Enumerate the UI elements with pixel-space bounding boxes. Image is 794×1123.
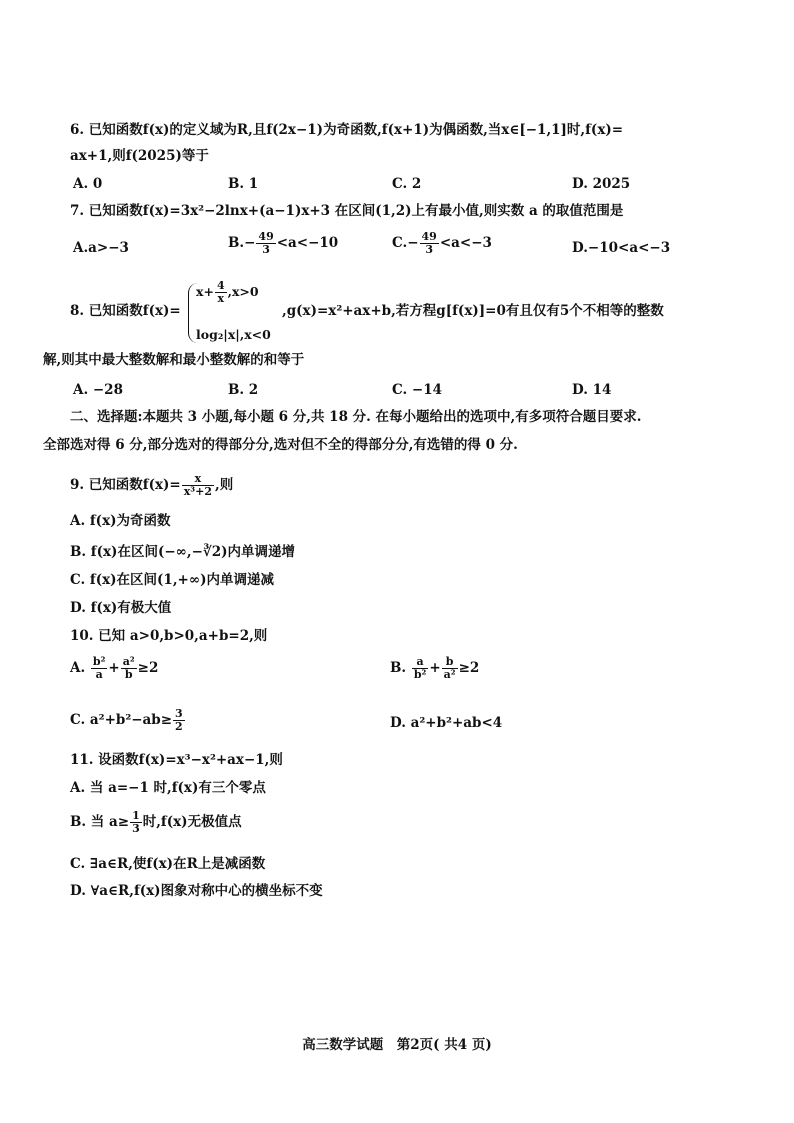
q10-stem: 10. 已知 a>0,b>0,a+b=2,则 bbox=[70, 628, 268, 644]
q11-option-b-prefix: B. 当 a≥ bbox=[70, 814, 130, 830]
q7-line1: 7. 已知函数f(x)=3x²−2lnx+(a−1)x+3 在区间(1,2)上有最小值,则实数 a 的取值范围是 bbox=[70, 203, 624, 219]
q7-option-c-fraction bbox=[420, 231, 439, 256]
q11-option-d: D. ∀a∈R,f(x)图象对称中心的横坐标不变 bbox=[70, 883, 323, 899]
q10-option-a-denominator-2: b bbox=[124, 668, 133, 681]
q6-option-c: C. 2 bbox=[392, 176, 422, 192]
q10-option-b-denominator-1: b² bbox=[413, 668, 427, 681]
q8-piece-1-suffix: ,x>0 bbox=[227, 284, 259, 299]
q11-option-b-numerator: 1 bbox=[132, 809, 140, 822]
q7-option-c-denominator: 3 bbox=[425, 243, 434, 256]
q9-option-a: A. f(x)为奇函数 bbox=[70, 513, 171, 529]
q10-option-c bbox=[70, 708, 186, 733]
q10-option-b-numerator-1: a bbox=[412, 656, 429, 669]
q7-option-c-numerator: 49 bbox=[421, 230, 437, 243]
q9-tail: ,则 bbox=[215, 477, 234, 493]
q8-piece-1-fraction bbox=[215, 280, 227, 305]
q10-option-b-fraction-2 bbox=[442, 656, 458, 681]
q7-option-a: A.a>−3 bbox=[73, 240, 129, 256]
q8-option-d: D. 14 bbox=[572, 382, 612, 398]
q10-option-b-numerator-2: b bbox=[442, 656, 458, 669]
q8-piece-1-denominator: x bbox=[217, 292, 225, 305]
q8-option-a: A. −28 bbox=[73, 382, 123, 398]
q7-option-b-prefix: B.− bbox=[228, 235, 256, 251]
q8-piece-2: log₂|x|,x<0 bbox=[196, 327, 271, 342]
q10-option-a bbox=[70, 656, 158, 681]
q7-option-b-suffix: <a<−10 bbox=[276, 235, 339, 251]
q8-line2: 解,则其中最大整数解和最小整数解的和等于 bbox=[43, 352, 305, 368]
q10-option-a-numerator-2: a² bbox=[122, 655, 135, 668]
q8-tail: ,g(x)=x²+ax+b,若方程g[f(x)]=0有且仅有5个不相等的整数 bbox=[282, 303, 664, 319]
q6-line2: ax+1,则f(2025)等于 bbox=[70, 148, 209, 164]
q10-option-d: D. a²+b²+ab<4 bbox=[390, 715, 503, 731]
q11-stem: 11. 设函数f(x)=x³−x²+ax−1,则 bbox=[70, 752, 283, 768]
q10-option-c-fraction bbox=[173, 708, 185, 733]
page-footer: 高三数学试题 第2页( 共4 页) bbox=[302, 1037, 492, 1053]
q6-line1: 6. 已知函数f(x)的定义域为R,且f(2x−1)为奇函数,f(x+1)为偶函数,当x∈[−1,1]时,f(x)= bbox=[70, 122, 624, 138]
q10-option-a-fraction-2 bbox=[121, 656, 137, 681]
section2-heading-line2: 全部选对得 6 分,部分选对的得部分分,选对但不全的得部分分,有选错的得 0 分. bbox=[43, 437, 518, 453]
q9-stem bbox=[70, 473, 233, 498]
q10-option-b-fraction-1 bbox=[412, 656, 429, 681]
q7-option-b bbox=[228, 231, 338, 256]
q10-option-b-label: B. bbox=[390, 660, 407, 676]
q10-option-c-denominator: 2 bbox=[175, 720, 183, 733]
q8-piece-1 bbox=[196, 280, 259, 305]
q8-option-c: C. −14 bbox=[392, 382, 443, 398]
q8-option-b: B. 2 bbox=[228, 382, 259, 398]
q10-option-a-label: A. bbox=[70, 660, 86, 676]
q10-option-b bbox=[390, 656, 479, 681]
q10-option-b-suffix: ≥2 bbox=[458, 660, 480, 676]
q10-option-b-denominator-2: a² bbox=[443, 668, 456, 681]
section2-heading-line1: 二、选择题:本题共 3 小题,每小题 6 分,共 18 分. 在每小题给出的选项中,有多项符合题目要求. bbox=[70, 409, 642, 425]
q8-lead: 8. 已知函数f(x)= bbox=[70, 303, 181, 319]
q9-lead: 9. 已知函数f(x)= bbox=[70, 477, 181, 493]
q10-option-a-numerator-1: b² bbox=[92, 655, 106, 668]
q6-option-b: B. 1 bbox=[228, 176, 259, 192]
q7-option-c-suffix: <a<−3 bbox=[439, 235, 492, 251]
q9-denominator: x³+2 bbox=[183, 485, 212, 498]
q11-option-b bbox=[70, 810, 242, 835]
q8-piece-1-prefix: x+ bbox=[196, 284, 214, 299]
q11-option-b-denominator: 3 bbox=[132, 822, 140, 835]
q10-option-b-plus: + bbox=[429, 660, 441, 676]
q6-option-a: A. 0 bbox=[73, 176, 103, 192]
q8-piece-1-numerator: 4 bbox=[216, 279, 225, 292]
q10-option-a-fraction-1 bbox=[91, 656, 108, 681]
q7-option-b-numerator: 49 bbox=[258, 230, 274, 243]
q10-option-a-suffix: ≥2 bbox=[137, 660, 159, 676]
q11-option-b-fraction bbox=[130, 810, 142, 835]
q9-numerator: x bbox=[182, 473, 214, 486]
q11-option-a: A. 当 a=−1 时,f(x)有三个零点 bbox=[70, 780, 266, 796]
q6-option-d: D. 2025 bbox=[572, 176, 631, 192]
q7-option-b-denominator: 3 bbox=[262, 243, 270, 256]
q11-option-c: C. ∃a∈R,使f(x)在R上是减函数 bbox=[70, 856, 266, 872]
q9-fraction bbox=[182, 473, 214, 498]
q7-option-d: D.−10<a<−3 bbox=[572, 240, 671, 256]
q10-option-a-plus: + bbox=[108, 660, 120, 676]
q9-option-b: B. f(x)在区间(−∞,−∛2)内单调递增 bbox=[70, 544, 296, 560]
q7-option-c bbox=[392, 231, 492, 256]
q10-option-c-prefix: C. a²+b²−ab≥ bbox=[70, 712, 173, 728]
q7-option-c-prefix: C.− bbox=[392, 235, 419, 251]
q9-option-c: C. f(x)在区间(1,+∞)内单调递减 bbox=[70, 572, 274, 588]
q9-option-d: D. f(x)有极大值 bbox=[70, 600, 172, 616]
q10-option-a-denominator-1: a bbox=[95, 668, 103, 681]
q11-option-b-suffix: 时,f(x)无极值点 bbox=[142, 814, 242, 830]
q7-option-b-fraction bbox=[256, 231, 275, 256]
q10-option-c-numerator: 3 bbox=[175, 707, 183, 720]
